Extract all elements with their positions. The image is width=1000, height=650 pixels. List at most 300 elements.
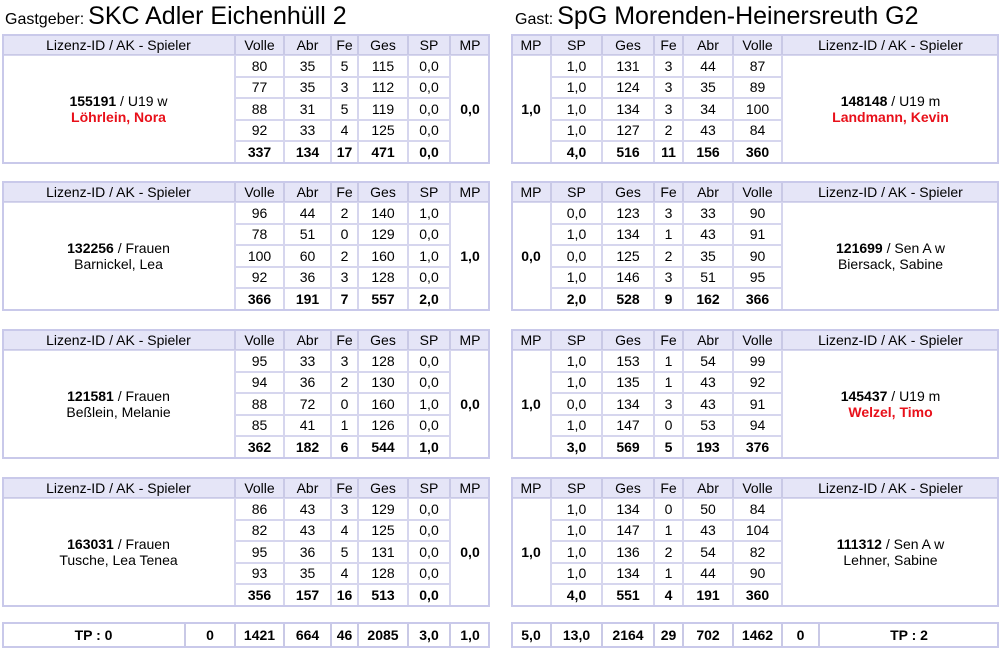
home-team-header — [5, 2, 347, 36]
score-cell: 35 — [284, 55, 331, 77]
score-cell: 3 — [331, 77, 358, 99]
player-license-line — [841, 94, 941, 108]
score-cell: 2 — [331, 202, 358, 224]
score-cell: 1 — [654, 563, 683, 585]
score-cell: 123 — [602, 202, 654, 224]
sum-cell: 157 — [284, 584, 331, 606]
sum-cell: 557 — [358, 288, 408, 310]
sum-cell: 366 — [733, 288, 782, 310]
player-license-id: 111312 — [836, 535, 882, 552]
score-cell: 0 — [654, 498, 683, 520]
sum-cell: 366 — [235, 288, 284, 310]
column-header: MP — [511, 329, 551, 350]
player-name: Barnickel, Lea — [74, 255, 163, 272]
sum-cell: 337 — [235, 141, 284, 163]
score-cell: 1 — [654, 350, 683, 372]
player-license-id: 163031 — [67, 535, 114, 552]
player-category: / Frauen — [113, 387, 170, 404]
column-header: Lizenz-ID / AK - Spieler — [782, 329, 999, 350]
column-header: Fe — [654, 34, 683, 55]
score-cell: 1,0 — [408, 393, 450, 415]
column-header: MP — [511, 181, 551, 202]
sum-cell: 191 — [683, 584, 733, 606]
guest-player-block — [511, 477, 999, 607]
sum-cell: 4,0 — [551, 584, 602, 606]
sum-cell: 356 — [235, 584, 284, 606]
score-cell: 35 — [284, 77, 331, 99]
score-cell: 153 — [602, 350, 654, 372]
score-cell: 89 — [733, 77, 782, 99]
score-cell: 4 — [331, 520, 358, 542]
score-cell: 119 — [358, 98, 408, 120]
player-license-line — [836, 241, 945, 255]
player-license-line — [69, 94, 167, 108]
column-header: Lizenz-ID / AK - Spieler — [2, 329, 235, 350]
score-cell: 134 — [602, 224, 654, 246]
score-cell: 104 — [733, 520, 782, 542]
score-cell: 0,0 — [408, 541, 450, 563]
column-header: Volle — [235, 34, 284, 55]
score-cell: 0 — [331, 224, 358, 246]
home-player-block — [2, 329, 490, 459]
score-cell: 43 — [284, 520, 331, 542]
score-cell: 160 — [358, 393, 408, 415]
home-player-info — [2, 55, 235, 163]
sum-cell: 551 — [602, 584, 654, 606]
player-license-line — [67, 537, 170, 551]
score-cell: 3 — [654, 393, 683, 415]
score-cell: 0,0 — [408, 77, 450, 99]
column-header: Abr — [284, 34, 331, 55]
score-cell: 1,0 — [551, 498, 602, 520]
total-cell: 1462 — [733, 622, 782, 648]
match-point-cell: 0,0 — [450, 350, 490, 458]
score-cell: 35 — [284, 563, 331, 585]
column-header: Volle — [733, 477, 782, 498]
column-header: Fe — [331, 34, 358, 55]
score-cell: 91 — [733, 224, 782, 246]
player-license-id: 155191 — [69, 92, 117, 109]
score-cell: 126 — [358, 415, 408, 437]
score-cell: 1 — [654, 372, 683, 394]
score-cell: 92 — [235, 120, 284, 142]
score-cell: 43 — [683, 520, 733, 542]
guest-player-block — [511, 329, 999, 459]
score-cell: 43 — [683, 224, 733, 246]
column-header: SP — [408, 34, 450, 55]
score-cell: 1,0 — [408, 202, 450, 224]
score-cell: 86 — [235, 498, 284, 520]
column-header: Abr — [683, 34, 733, 55]
score-cell: 78 — [235, 224, 284, 246]
score-cell: 51 — [284, 224, 331, 246]
sum-cell: 544 — [358, 436, 408, 458]
score-cell: 51 — [683, 267, 733, 289]
team-points: TP : 2 — [819, 622, 999, 648]
score-cell: 129 — [358, 498, 408, 520]
player-license-line — [67, 241, 170, 255]
home-player-info — [2, 202, 235, 310]
score-cell: 95 — [733, 267, 782, 289]
score-cell: 54 — [683, 541, 733, 563]
score-cell: 94 — [733, 415, 782, 437]
score-cell: 128 — [358, 267, 408, 289]
player-license-line — [841, 389, 941, 403]
score-cell: 43 — [683, 120, 733, 142]
sum-cell: 360 — [733, 141, 782, 163]
score-cell: 1,0 — [551, 541, 602, 563]
column-header: Fe — [331, 329, 358, 350]
score-cell: 87 — [733, 55, 782, 77]
score-cell: 0,0 — [408, 267, 450, 289]
score-cell: 135 — [602, 372, 654, 394]
score-cell: 44 — [683, 55, 733, 77]
column-header: Ges — [602, 329, 654, 350]
sum-cell: 2,0 — [408, 288, 450, 310]
column-header: Fe — [654, 181, 683, 202]
score-cell: 128 — [358, 350, 408, 372]
sum-cell: 516 — [602, 141, 654, 163]
total-cell: 13,0 — [551, 622, 602, 648]
score-cell: 124 — [602, 77, 654, 99]
sum-cell: 156 — [683, 141, 733, 163]
score-cell: 0,0 — [408, 55, 450, 77]
column-header: Fe — [331, 477, 358, 498]
player-category: / U19 m — [887, 92, 941, 109]
score-cell: 95 — [235, 541, 284, 563]
score-cell: 88 — [235, 98, 284, 120]
sum-cell: 162 — [683, 288, 733, 310]
sum-cell: 1,0 — [408, 436, 450, 458]
score-cell: 72 — [284, 393, 331, 415]
match-point-cell: 1,0 — [511, 55, 551, 163]
team-points: TP : 0 — [2, 622, 185, 648]
score-cell: 130 — [358, 372, 408, 394]
score-cell: 1 — [654, 224, 683, 246]
score-cell: 147 — [602, 520, 654, 542]
column-header: Volle — [235, 181, 284, 202]
score-cell: 0,0 — [408, 498, 450, 520]
score-cell: 134 — [602, 98, 654, 120]
column-header: Lizenz-ID / AK - Spieler — [782, 477, 999, 498]
total-cell: 0 — [185, 622, 235, 648]
score-cell: 4 — [331, 563, 358, 585]
score-cell: 0 — [331, 393, 358, 415]
score-cell: 90 — [733, 202, 782, 224]
player-license-id: 145437 — [840, 387, 888, 404]
guest-player-info — [782, 350, 999, 458]
player-category: / Frauen — [113, 535, 170, 552]
total-cell: 702 — [683, 622, 733, 648]
score-cell: 160 — [358, 245, 408, 267]
score-cell: 147 — [602, 415, 654, 437]
total-cell: 46 — [331, 622, 358, 648]
score-cell: 1,0 — [551, 224, 602, 246]
score-cell: 2 — [654, 120, 683, 142]
score-cell: 93 — [235, 563, 284, 585]
guest-player-block — [511, 34, 999, 164]
player-category: / U19 m — [887, 387, 941, 404]
player-license-id: 121581 — [67, 387, 114, 404]
column-header: Lizenz-ID / AK - Spieler — [2, 477, 235, 498]
sum-cell: 528 — [602, 288, 654, 310]
score-cell: 0 — [654, 415, 683, 437]
score-cell: 2 — [331, 372, 358, 394]
sum-cell: 376 — [733, 436, 782, 458]
score-cell: 0,0 — [408, 520, 450, 542]
sum-cell: 6 — [331, 436, 358, 458]
score-cell: 82 — [235, 520, 284, 542]
column-header: Volle — [235, 477, 284, 498]
score-cell: 0,0 — [551, 245, 602, 267]
score-cell: 54 — [683, 350, 733, 372]
score-cell: 99 — [733, 350, 782, 372]
home-player-block — [2, 34, 490, 164]
score-cell: 112 — [358, 77, 408, 99]
sum-cell: 182 — [284, 436, 331, 458]
sum-cell: 4 — [654, 584, 683, 606]
score-cell: 134 — [602, 498, 654, 520]
guest-player-info — [782, 55, 999, 163]
score-cell: 1,0 — [551, 98, 602, 120]
home-label: Gastgeber: — [5, 11, 85, 28]
guest-player-info — [782, 202, 999, 310]
home-player-info — [2, 498, 235, 606]
column-header: SP — [408, 181, 450, 202]
column-header: Ges — [358, 477, 408, 498]
score-cell: 90 — [733, 563, 782, 585]
column-header: Volle — [733, 34, 782, 55]
score-cell: 125 — [602, 245, 654, 267]
score-cell: 3 — [654, 202, 683, 224]
total-cell: 5,0 — [511, 622, 551, 648]
score-cell: 0,0 — [408, 98, 450, 120]
score-cell: 3 — [654, 55, 683, 77]
score-cell: 136 — [602, 541, 654, 563]
column-header: SP — [551, 34, 602, 55]
score-cell: 1,0 — [551, 350, 602, 372]
match-point-cell: 0,0 — [450, 55, 490, 163]
score-cell: 134 — [602, 393, 654, 415]
total-cell: 29 — [654, 622, 683, 648]
sum-cell: 3,0 — [551, 436, 602, 458]
column-header: Lizenz-ID / AK - Spieler — [782, 34, 999, 55]
score-cell: 35 — [683, 245, 733, 267]
score-cell: 1,0 — [551, 77, 602, 99]
score-cell: 50 — [683, 498, 733, 520]
total-cell: 1421 — [235, 622, 284, 648]
score-cell: 1,0 — [551, 415, 602, 437]
score-cell: 91 — [733, 393, 782, 415]
total-cell: 2164 — [602, 622, 654, 648]
score-cell: 1,0 — [408, 245, 450, 267]
score-cell: 127 — [602, 120, 654, 142]
sum-cell: 362 — [235, 436, 284, 458]
column-header: Ges — [358, 329, 408, 350]
score-cell: 35 — [683, 77, 733, 99]
column-header: Abr — [284, 329, 331, 350]
column-header: SP — [551, 329, 602, 350]
score-cell: 84 — [733, 498, 782, 520]
score-cell: 2 — [654, 245, 683, 267]
player-name: Tusche, Lea Tenea — [59, 551, 178, 568]
total-cell: 1,0 — [450, 622, 490, 648]
column-header: SP — [551, 181, 602, 202]
sum-cell: 513 — [358, 584, 408, 606]
column-header: Abr — [284, 181, 331, 202]
score-cell: 92 — [235, 267, 284, 289]
match-point-cell: 0,0 — [450, 498, 490, 606]
total-cell: 664 — [284, 622, 331, 648]
sum-cell: 17 — [331, 141, 358, 163]
column-header: Volle — [733, 329, 782, 350]
guest-team-header — [515, 2, 919, 36]
sum-cell: 16 — [331, 584, 358, 606]
score-cell: 2 — [654, 541, 683, 563]
score-cell: 131 — [602, 55, 654, 77]
score-cell: 1,0 — [551, 563, 602, 585]
score-cell: 1,0 — [551, 55, 602, 77]
sum-cell: 134 — [284, 141, 331, 163]
score-cell: 84 — [733, 120, 782, 142]
score-cell: 3 — [331, 267, 358, 289]
total-cell: 2085 — [358, 622, 408, 648]
score-cell: 3 — [331, 498, 358, 520]
player-name: Löhrlein, Nora — [71, 108, 166, 125]
score-cell: 85 — [235, 415, 284, 437]
score-cell: 0,0 — [408, 563, 450, 585]
home-player-block — [2, 181, 490, 311]
score-cell: 140 — [358, 202, 408, 224]
score-cell: 100 — [235, 245, 284, 267]
score-cell: 0,0 — [551, 393, 602, 415]
home-team-name: SKC Adler Eichenhüll 2 — [88, 2, 347, 30]
score-cell: 0,0 — [408, 224, 450, 246]
score-cell: 90 — [733, 245, 782, 267]
column-header: Ges — [358, 34, 408, 55]
home-totals-row — [2, 622, 490, 648]
guest-player-block — [511, 181, 999, 311]
player-name: Beßlein, Melanie — [66, 403, 171, 420]
score-cell: 128 — [358, 563, 408, 585]
score-cell: 88 — [235, 393, 284, 415]
sum-cell: 0,0 — [408, 584, 450, 606]
column-header: Ges — [602, 34, 654, 55]
score-cell: 33 — [683, 202, 733, 224]
score-cell: 41 — [284, 415, 331, 437]
sum-cell: 2,0 — [551, 288, 602, 310]
score-cell: 1,0 — [551, 120, 602, 142]
column-header: MP — [450, 34, 490, 55]
score-cell: 95 — [235, 350, 284, 372]
score-cell: 100 — [733, 98, 782, 120]
score-cell: 60 — [284, 245, 331, 267]
sum-cell: 360 — [733, 584, 782, 606]
player-license-line — [67, 389, 170, 403]
match-point-cell: 1,0 — [511, 350, 551, 458]
column-header: MP — [511, 34, 551, 55]
score-cell: 31 — [284, 98, 331, 120]
score-cell: 5 — [331, 541, 358, 563]
score-cell: 92 — [733, 372, 782, 394]
score-cell: 43 — [683, 372, 733, 394]
score-cell: 43 — [284, 498, 331, 520]
score-cell: 0,0 — [408, 350, 450, 372]
score-cell: 33 — [284, 350, 331, 372]
column-header: Lizenz-ID / AK - Spieler — [782, 181, 999, 202]
score-cell: 96 — [235, 202, 284, 224]
score-cell: 77 — [235, 77, 284, 99]
sum-cell: 9 — [654, 288, 683, 310]
player-name: Welzel, Timo — [848, 403, 933, 420]
match-point-cell: 1,0 — [450, 202, 490, 310]
player-license-id: 148148 — [840, 92, 888, 109]
score-cell: 80 — [235, 55, 284, 77]
player-category: / Sen A w — [881, 535, 945, 552]
score-cell: 5 — [331, 55, 358, 77]
score-cell: 3 — [654, 98, 683, 120]
score-cell: 0,0 — [408, 120, 450, 142]
column-header: Abr — [284, 477, 331, 498]
score-cell: 53 — [683, 415, 733, 437]
score-cell: 5 — [331, 98, 358, 120]
player-category: / U19 w — [116, 92, 168, 109]
player-name: Biersack, Sabine — [837, 255, 944, 272]
player-name: Lehner, Sabine — [843, 551, 938, 568]
column-header: Volle — [733, 181, 782, 202]
column-header: Ges — [602, 181, 654, 202]
sum-cell: 7 — [331, 288, 358, 310]
player-category: / Frauen — [113, 239, 170, 256]
column-header: MP — [450, 329, 490, 350]
total-cell: 0 — [782, 622, 819, 648]
column-header: SP — [408, 477, 450, 498]
score-cell: 4 — [331, 120, 358, 142]
score-cell: 3 — [654, 77, 683, 99]
player-license-id: 121699 — [836, 239, 883, 256]
column-header: MP — [511, 477, 551, 498]
match-point-cell: 0,0 — [511, 202, 551, 310]
score-cell: 36 — [284, 267, 331, 289]
column-header: Abr — [683, 329, 733, 350]
score-cell: 82 — [733, 541, 782, 563]
column-header: Ges — [602, 477, 654, 498]
score-cell: 129 — [358, 224, 408, 246]
score-cell: 125 — [358, 520, 408, 542]
column-header: SP — [408, 329, 450, 350]
score-cell: 1 — [331, 415, 358, 437]
score-cell: 3 — [331, 350, 358, 372]
score-cell: 43 — [683, 393, 733, 415]
column-header: Abr — [683, 181, 733, 202]
column-header: Abr — [683, 477, 733, 498]
sum-cell: 471 — [358, 141, 408, 163]
score-cell: 94 — [235, 372, 284, 394]
score-cell: 44 — [683, 563, 733, 585]
score-cell: 134 — [602, 563, 654, 585]
sum-cell: 569 — [602, 436, 654, 458]
guest-label: Gast: — [515, 11, 554, 28]
column-header: Fe — [654, 329, 683, 350]
column-header: Ges — [358, 181, 408, 202]
column-header: Lizenz-ID / AK - Spieler — [2, 34, 235, 55]
score-cell: 1 — [654, 520, 683, 542]
column-header: MP — [450, 181, 490, 202]
score-cell: 125 — [358, 120, 408, 142]
home-player-info — [2, 350, 235, 458]
score-cell: 1,0 — [551, 520, 602, 542]
player-category: / Sen A w — [882, 239, 945, 256]
